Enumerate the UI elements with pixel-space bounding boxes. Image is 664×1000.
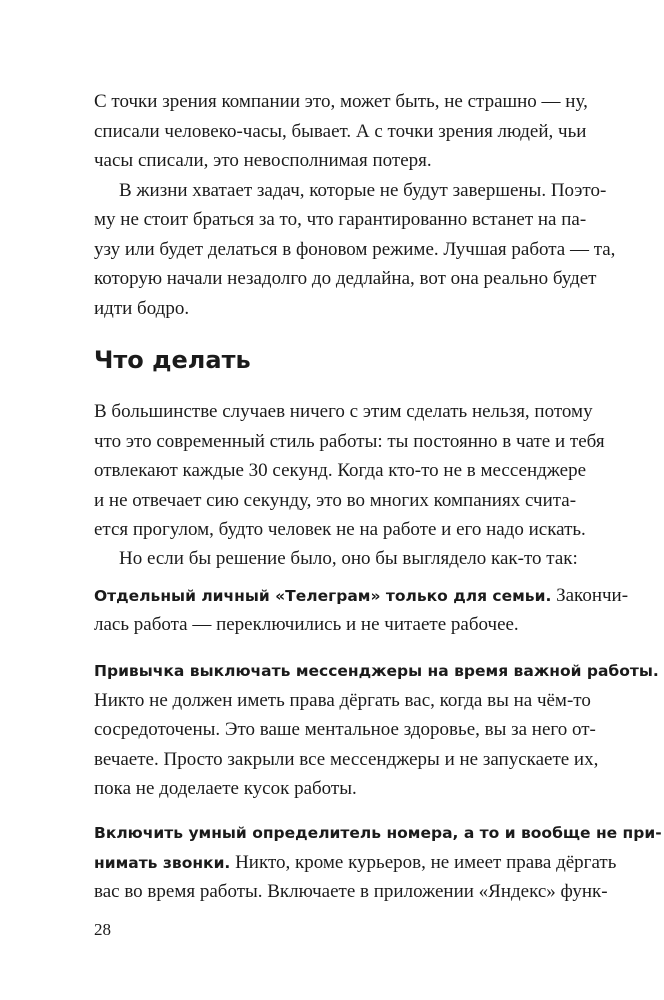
tip-line: сосредоточены. Это ваше ментальное здоровье, вы за него от- [94, 719, 596, 740]
paragraph-line: узу или будет делаться в фоновом режиме. Лучшая работа — та, [94, 239, 616, 260]
tip-text: Закончи- [551, 585, 629, 606]
tip-title: нимать звонки. [94, 854, 231, 872]
paragraph-line: В большинстве случаев ничего с этим сделать нельзя, потому [94, 401, 593, 422]
paragraph-line: му не стоит браться за то, что гарантированно встанет на па- [94, 209, 587, 230]
section-heading: Что делать [94, 346, 251, 374]
paragraph-line: списали человеко-часы, бывает. А с точки зрения людей, чьи [94, 121, 587, 142]
paragraph-line: ется прогулом, будто человек не на работе и его надо искать. [94, 519, 586, 540]
paragraph-line: отвлекают каждые 30 секунд. Когда кто-то не в мессенджере [94, 460, 587, 481]
tip-text: Никто, кроме курьеров, не имеет права дёргать [230, 852, 617, 873]
paragraph-line: В жизни хватает задач, которые не будут завершены. Поэто- [119, 180, 607, 201]
tip-line: Никто не должен иметь права дёргать вас, когда вы на чём-то [94, 690, 591, 711]
paragraph-line: идти бодро. [94, 298, 190, 319]
tip-line: пока не доделаете кусок работы. [94, 778, 357, 799]
tip-title: Привычка выключать мессенджеры на время важной работы. [94, 662, 659, 680]
paragraph-line: С точки зрения компании это, может быть, не страшно — ну, [94, 91, 588, 112]
tip-line: вас во время работы. Включаете в приложении «Яндекс» функ- [94, 881, 608, 902]
tip-title: Отдельный личный «Телеграм» только для семьи. [94, 587, 552, 605]
tip-line [94, 848, 617, 878]
paragraph-line: что это современный стиль работы: ты постоянно в чате и тебя [94, 431, 605, 452]
paragraph-line: часы списали, это невосполнимая потеря. [94, 150, 432, 171]
tip-title-line [94, 656, 659, 686]
tip-line: лась работа — переключились и не читаете рабочее. [94, 614, 519, 635]
tip-line [94, 581, 629, 611]
paragraph-line: и не отвечает сию секунду, это во многих компаниях счита- [94, 490, 577, 511]
tip-title-line [94, 818, 662, 848]
tip-title: Включить умный определитель номера, а то и вообще не при- [94, 824, 662, 842]
page-number: 28 [94, 920, 111, 939]
paragraph-line: Но если бы решение было, оно бы выглядело как-то так: [119, 548, 578, 569]
paragraph-line: которую начали незадолго до дедлайна, вот она реально будет [94, 268, 597, 289]
tip-line: вечаете. Просто закрыли все мессенджеры и не запускаете их, [94, 749, 599, 770]
